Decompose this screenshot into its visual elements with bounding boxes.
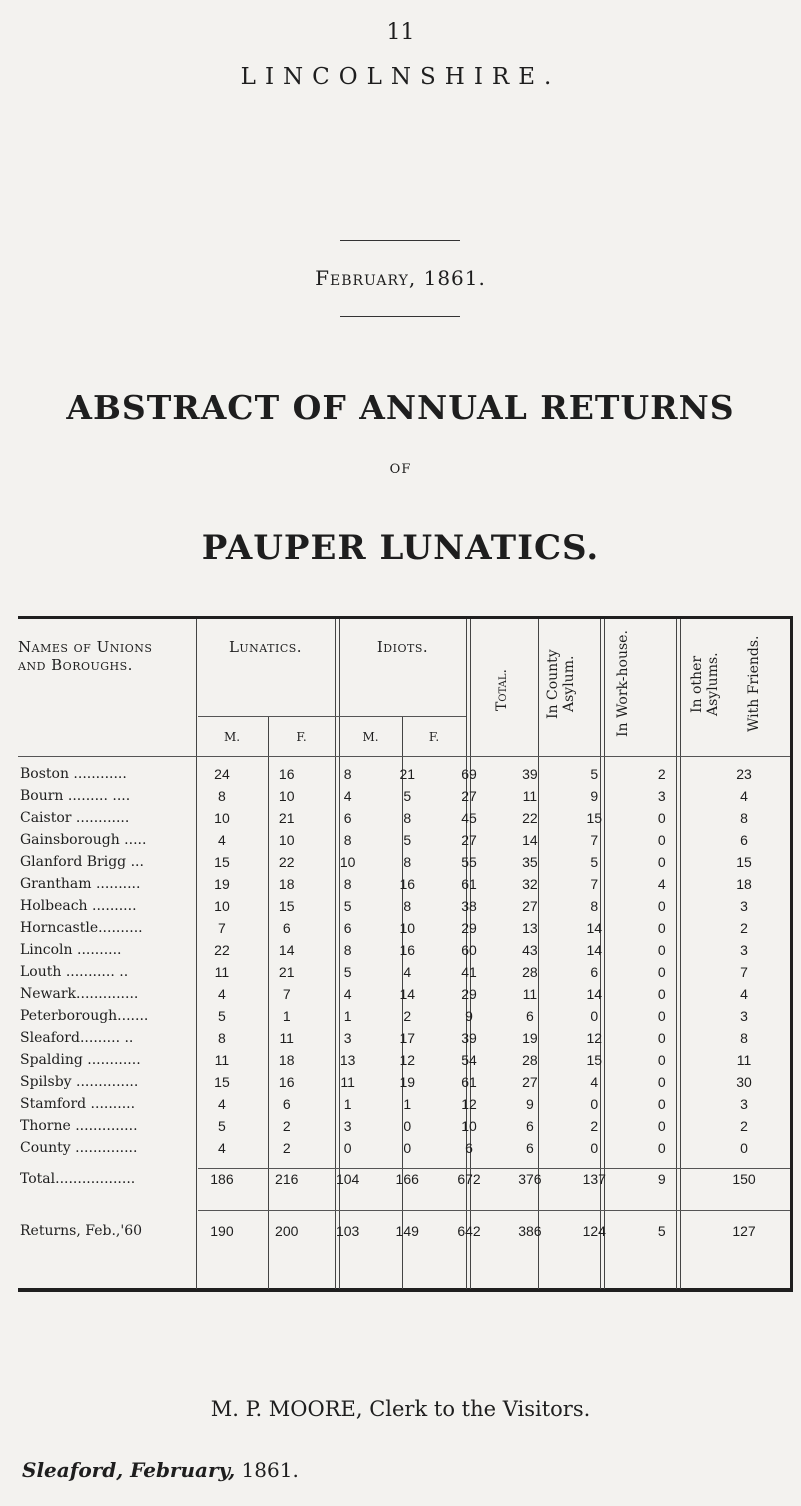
in-county-asylum-cell: 35 <box>522 854 538 870</box>
in-workhouse-cell: 0 <box>590 1096 599 1112</box>
in-other-asylums-cell: 5 <box>657 1223 666 1239</box>
with-friends-cell: 6 <box>740 832 748 848</box>
idiots-female-cell: 12 <box>399 1052 416 1068</box>
lunatics-male-header: M. <box>223 730 241 744</box>
lunatics-female-cell: 14 <box>278 942 295 958</box>
idiots-male-cell: 8 <box>343 876 352 892</box>
union-name-cell: Louth ........... .. <box>20 964 129 980</box>
idiots-male-cell: 1 <box>343 1096 352 1112</box>
in-workhouse-cell: 14 <box>586 920 603 936</box>
row-total-cell: 12 <box>461 1096 477 1112</box>
in-other-asylums-cell: 0 <box>657 986 666 1002</box>
row-total-cell: 642 <box>457 1223 481 1239</box>
idiots-female-cell: 5 <box>403 832 412 848</box>
in-workhouse-cell: 7 <box>590 832 599 848</box>
idiots-female-cell: 8 <box>403 810 412 826</box>
idiots-male-cell: 6 <box>343 810 352 826</box>
idiots-male-cell: 104 <box>335 1171 360 1187</box>
union-name-cell: Grantham .......... <box>20 876 141 892</box>
table-row <box>18 1071 793 1093</box>
in-other-asylums-cell: 0 <box>657 964 666 980</box>
lunatics-female-cell: 10 <box>278 832 295 848</box>
workhouse-header: In Work-house. <box>615 630 631 738</box>
lunatics-female-cell: 200 <box>275 1223 299 1239</box>
in-county-asylum-cell: 14 <box>522 832 538 848</box>
in-other-asylums-cell: 0 <box>657 1074 666 1090</box>
in-other-asylums-cell: 0 <box>657 1096 666 1112</box>
names-header-line1: Names of Unions <box>18 638 153 656</box>
union-name-cell: Spilsby .............. <box>20 1074 139 1090</box>
with-friends-cell: 4 <box>740 788 748 804</box>
idiots-male-cell: 13 <box>339 1052 356 1068</box>
in-county-asylum-cell: 22 <box>522 810 538 826</box>
idiots-male-cell: 5 <box>343 898 352 914</box>
union-name-cell: Stamford .......... <box>20 1096 136 1112</box>
idiots-male-cell: 5 <box>343 964 352 980</box>
idiots-male-cell: 4 <box>343 788 352 804</box>
idiots-male-cell: 3 <box>343 1118 352 1134</box>
in-workhouse-cell: 12 <box>586 1030 603 1046</box>
year-text: 1861. <box>241 1458 299 1482</box>
in-workhouse-cell: 2 <box>590 1118 599 1134</box>
lunatics-female-cell: 10 <box>278 788 295 804</box>
in-workhouse-cell: 4 <box>590 1074 599 1090</box>
in-other-asylums-cell: 0 <box>657 854 666 870</box>
union-name-cell: Total.................. <box>20 1171 136 1187</box>
idiots-male-cell: 0 <box>343 1140 352 1156</box>
with-friends-cell: 127 <box>732 1223 756 1239</box>
in-county-asylum-cell: 6 <box>526 1140 534 1156</box>
row-total-cell: 9 <box>465 1008 473 1024</box>
table-row <box>18 807 793 829</box>
table-row <box>18 1137 793 1159</box>
table-row <box>18 939 793 961</box>
table-row <box>18 1049 793 1071</box>
lunatics-male-cell: 24 <box>214 766 230 782</box>
in-workhouse-cell: 9 <box>590 788 599 804</box>
lunatics-male-cell: 11 <box>214 964 230 980</box>
clerk-signature: M. P. MOORE, Clerk to the Visitors. <box>210 1397 591 1421</box>
date-line: February, 1861. <box>315 266 486 290</box>
idiots-female-cell: 21 <box>399 766 416 782</box>
row-total-cell: 29 <box>461 920 477 936</box>
in-workhouse-cell: 5 <box>590 766 599 782</box>
with-friends-cell: 18 <box>736 876 752 892</box>
row-total-cell: 10 <box>461 1118 477 1134</box>
lunatics-female-cell: 21 <box>278 964 295 980</box>
divider-rule <box>340 240 460 241</box>
with-friends-cell: 3 <box>740 898 748 914</box>
with-friends-cell: 2 <box>740 920 748 936</box>
lunatics-female-cell: 6 <box>282 920 291 936</box>
with-friends-cell: 11 <box>736 1052 752 1068</box>
idiots-female-cell: 19 <box>399 1074 416 1090</box>
names-header <box>18 638 196 674</box>
row-total-cell: 54 <box>461 1052 477 1068</box>
idiots-male-cell: 103 <box>335 1223 360 1239</box>
in-other-asylums-cell: 0 <box>657 832 666 848</box>
in-other-asylums-cell: 0 <box>657 1052 666 1068</box>
in-other-asylums-cell: 4 <box>657 876 666 892</box>
in-other-asylums-cell: 0 <box>657 1008 666 1024</box>
row-total-cell: 60 <box>461 942 477 958</box>
lunatics-male-cell: 10 <box>214 810 230 826</box>
lunatics-male-cell: 8 <box>218 788 226 804</box>
lunatics-female-cell: 1 <box>282 1008 291 1024</box>
union-name-cell: Returns, Feb.,'60 <box>20 1223 143 1239</box>
with-friends-cell: 2 <box>740 1118 748 1134</box>
in-county-asylum-cell: 9 <box>526 1096 534 1112</box>
union-name-cell: Sleaford......... .. <box>20 1030 134 1046</box>
lunatics-male-cell: 19 <box>214 876 230 892</box>
with-friends-cell: 3 <box>740 1008 748 1024</box>
union-name-cell: Spalding ............ <box>20 1052 141 1068</box>
in-workhouse-cell: 0 <box>590 1008 599 1024</box>
idiots-header: Idiots. <box>376 638 429 656</box>
lunatics-female-cell: 216 <box>275 1171 299 1187</box>
idiots-female-cell: 0 <box>403 1140 412 1156</box>
row-total-cell: 27 <box>461 788 477 804</box>
union-name-cell: Newark.............. <box>20 986 139 1002</box>
table-row <box>18 763 793 785</box>
idiots-male-cell: 4 <box>343 986 352 1002</box>
lunatics-female-cell: 18 <box>278 1052 295 1068</box>
with-friends-cell: 8 <box>740 810 748 826</box>
previous-returns-row <box>18 1199 793 1241</box>
with-friends-cell: 23 <box>736 766 752 782</box>
row-total-cell: 38 <box>461 898 477 914</box>
union-name-cell: Peterborough....... <box>20 1008 149 1024</box>
idiots-male-cell: 6 <box>343 920 352 936</box>
in-workhouse-cell: 14 <box>586 986 603 1002</box>
in-other-asylums-cell: 0 <box>657 1118 666 1134</box>
in-county-asylum-cell: 13 <box>522 920 538 936</box>
idiots-male-cell: 3 <box>343 1030 352 1046</box>
union-name-cell: Glanford Brigg ... <box>20 854 144 870</box>
row-total-cell: 672 <box>457 1171 481 1187</box>
lunatics-female-cell: 21 <box>278 810 295 826</box>
idiots-male-cell: 11 <box>340 1074 355 1090</box>
lunatics-male-cell: 5 <box>218 1008 226 1024</box>
idiots-female-cell: 8 <box>403 854 412 870</box>
union-name-cell: County .............. <box>20 1140 138 1156</box>
idiots-female-cell: 17 <box>399 1030 416 1046</box>
lunatics-male-cell: 4 <box>218 832 226 848</box>
row-total-cell: 39 <box>461 1030 477 1046</box>
in-county-asylum-cell: 27 <box>522 898 538 914</box>
idiots-female-cell: 16 <box>399 876 416 892</box>
with-friends-cell: 8 <box>740 1030 748 1046</box>
lunatics-male-cell: 11 <box>214 1052 230 1068</box>
lunatics-male-cell: 5 <box>218 1118 226 1134</box>
row-total-cell: 55 <box>461 854 477 870</box>
row-total-cell: 45 <box>461 810 477 826</box>
table-row <box>18 1115 793 1137</box>
union-name-cell: Bourn ......... .... <box>20 788 131 804</box>
row-total-cell: 41 <box>461 964 477 980</box>
divider-rule <box>340 316 460 317</box>
lunatics-female-cell: 6 <box>282 1096 291 1112</box>
lunatics-female-cell: 2 <box>282 1140 291 1156</box>
union-name-cell: Thorne .............. <box>20 1118 138 1134</box>
idiots-female-cell: 5 <box>403 788 412 804</box>
in-other-asylums-cell: 0 <box>657 920 666 936</box>
row-total-cell: 29 <box>461 986 477 1002</box>
with-friends-header: With Friends. <box>746 635 762 733</box>
lunatics-female-cell: 22 <box>278 854 295 870</box>
in-other-asylums-cell: 0 <box>657 1030 666 1046</box>
lunatics-male-cell: 22 <box>214 942 230 958</box>
in-other-asylums-cell: 0 <box>657 810 666 826</box>
table-row <box>18 1093 793 1115</box>
lunatics-male-cell: 4 <box>218 1096 226 1112</box>
with-friends-cell: 30 <box>736 1074 752 1090</box>
idiots-male-cell: 10 <box>339 854 356 870</box>
idiots-female-cell: 166 <box>395 1171 419 1187</box>
in-county-asylum-cell: 28 <box>522 964 538 980</box>
lunatics-male-cell: 15 <box>214 854 230 870</box>
idiots-female-cell: 10 <box>399 920 416 936</box>
in-workhouse-cell: 8 <box>590 898 599 914</box>
idiots-female-cell: 2 <box>403 1008 412 1024</box>
table-row <box>18 1027 793 1049</box>
with-friends-cell: 3 <box>740 1096 748 1112</box>
county-asylum-header: In County Asylum. <box>545 649 577 719</box>
row-total-cell: 61 <box>461 1074 477 1090</box>
in-county-asylum-cell: 376 <box>518 1171 542 1187</box>
table-row <box>18 917 793 939</box>
in-workhouse-cell: 0 <box>590 1140 599 1156</box>
union-name-cell: Caistor ............ <box>20 810 130 826</box>
with-friends-cell: 0 <box>740 1140 748 1156</box>
table-row <box>18 829 793 851</box>
main-title: ABSTRACT OF ANNUAL RETURNS <box>66 388 735 427</box>
page-number: 11 <box>386 20 415 45</box>
subheader-rule <box>198 716 466 717</box>
in-county-asylum-cell: 28 <box>522 1052 538 1068</box>
county-heading: LINCOLNSHIRE. <box>240 64 561 90</box>
in-other-asylums-cell: 3 <box>657 788 666 804</box>
other-asylums-header: In other Asylums. <box>689 652 721 716</box>
lunatics-male-cell: 10 <box>214 898 230 914</box>
lunatics-female-cell: 16 <box>278 1074 295 1090</box>
in-other-asylums-cell: 0 <box>657 898 666 914</box>
place-date <box>22 1458 299 1482</box>
returns-table <box>18 616 793 1294</box>
in-workhouse-cell: 6 <box>590 964 599 980</box>
in-county-asylum-cell: 11 <box>522 788 538 804</box>
lunatics-female-cell: 2 <box>282 1118 291 1134</box>
with-friends-cell: 4 <box>740 986 748 1002</box>
lunatics-header: Lunatics. <box>228 638 303 656</box>
idiots-female-cell: 1 <box>403 1096 412 1112</box>
row-total-cell: 27 <box>461 832 477 848</box>
lunatics-female-cell: 15 <box>278 898 295 914</box>
in-workhouse-cell: 124 <box>582 1223 606 1239</box>
in-county-asylum-cell: 6 <box>526 1008 534 1024</box>
total-row <box>18 1159 793 1199</box>
with-friends-cell: 3 <box>740 942 748 958</box>
in-other-asylums-cell: 9 <box>657 1171 666 1187</box>
union-name-cell: Lincoln .......... <box>20 942 122 958</box>
table-row <box>18 1005 793 1027</box>
lunatics-male-cell: 8 <box>218 1030 226 1046</box>
in-county-asylum-cell: 43 <box>522 942 538 958</box>
in-county-asylum-cell: 6 <box>526 1118 534 1134</box>
lunatics-male-cell: 190 <box>210 1223 234 1239</box>
idiots-female-cell: 0 <box>403 1118 412 1134</box>
row-total-cell: 6 <box>465 1140 473 1156</box>
returns-data <box>18 763 793 1241</box>
idiots-male-cell: 8 <box>343 832 352 848</box>
in-other-asylums-cell: 0 <box>657 1140 666 1156</box>
idiots-male-header: M. <box>362 730 379 744</box>
row-total-cell: 61 <box>461 876 477 892</box>
lunatics-female-header: F. <box>296 730 307 744</box>
in-workhouse-cell: 137 <box>582 1171 606 1187</box>
union-name-cell: Gainsborough ..... <box>20 832 147 848</box>
lunatics-female-cell: 7 <box>282 986 291 1002</box>
names-header-line2: and Boroughs. <box>18 656 133 674</box>
place-text: Sleaford, February, <box>22 1458 236 1482</box>
lunatics-male-cell: 186 <box>210 1171 234 1187</box>
lunatics-female-cell: 18 <box>278 876 295 892</box>
lunatics-female-cell: 16 <box>278 766 295 782</box>
with-friends-cell: 7 <box>740 964 748 980</box>
idiots-female-cell: 16 <box>399 942 416 958</box>
union-name-cell: Horncastle.......... <box>20 920 143 936</box>
table-row <box>18 983 793 1005</box>
idiots-female-cell: 4 <box>403 964 412 980</box>
in-county-asylum-cell: 11 <box>522 986 538 1002</box>
with-friends-cell: 150 <box>732 1171 756 1187</box>
lunatics-male-cell: 7 <box>218 920 226 936</box>
in-county-asylum-cell: 32 <box>522 876 538 892</box>
idiots-female-cell: 14 <box>399 986 416 1002</box>
lunatics-male-cell: 4 <box>218 1140 226 1156</box>
in-workhouse-cell: 14 <box>586 942 603 958</box>
lunatics-male-cell: 4 <box>218 986 226 1002</box>
in-other-asylums-cell: 2 <box>657 766 666 782</box>
in-other-asylums-cell: 0 <box>657 942 666 958</box>
table-row <box>18 873 793 895</box>
idiots-female-cell: 8 <box>403 898 412 914</box>
in-county-asylum-cell: 27 <box>522 1074 538 1090</box>
idiots-male-cell: 1 <box>343 1008 352 1024</box>
in-workhouse-cell: 5 <box>590 854 599 870</box>
sub-title: PAUPER LUNATICS. <box>201 528 600 568</box>
in-county-asylum-cell: 39 <box>522 766 538 782</box>
idiots-female-cell: 149 <box>395 1223 419 1239</box>
union-name-cell: Holbeach .......... <box>20 898 137 914</box>
idiots-male-cell: 8 <box>343 766 352 782</box>
row-total-cell: 69 <box>461 766 477 782</box>
table-row <box>18 851 793 873</box>
idiots-female-header: F. <box>428 730 440 744</box>
union-name-cell: Boston ............ <box>20 766 127 782</box>
in-county-asylum-cell: 386 <box>518 1223 542 1239</box>
total-header: Total. <box>494 669 510 711</box>
lunatics-female-cell: 11 <box>279 1030 294 1046</box>
table-row <box>18 895 793 917</box>
idiots-male-cell: 8 <box>343 942 352 958</box>
lunatics-male-cell: 15 <box>214 1074 230 1090</box>
with-friends-cell: 15 <box>736 854 752 870</box>
header-rule <box>18 756 790 757</box>
in-workhouse-cell: 15 <box>586 810 603 826</box>
in-workhouse-cell: 7 <box>590 876 599 892</box>
table-row <box>18 961 793 983</box>
in-county-asylum-cell: 19 <box>522 1030 538 1046</box>
table-row <box>18 785 793 807</box>
in-workhouse-cell: 15 <box>586 1052 603 1068</box>
title-connector: OF <box>389 462 412 477</box>
